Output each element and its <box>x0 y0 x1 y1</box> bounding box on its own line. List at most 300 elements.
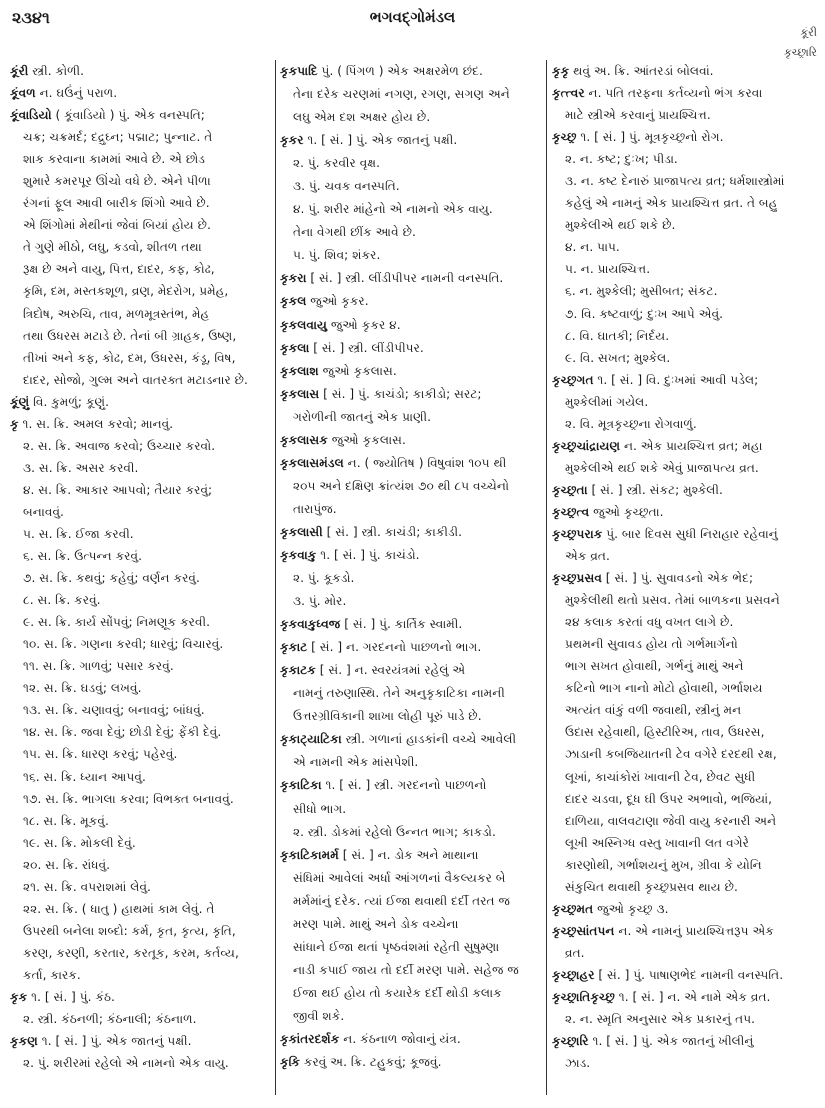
definition-text: પ્રથમની સુવાવડ હોય તો ગર્ભમાર્ગનો <box>565 637 738 652</box>
definition-text: સીધો ભાગ. <box>293 801 347 816</box>
definition-text: એ શિંગોમાં મેથીનાં જેવાં બિયાં હોય છે. <box>23 218 211 233</box>
definition-line <box>280 798 542 821</box>
entry-line <box>280 1051 542 1074</box>
entry-line <box>280 383 542 406</box>
definition-text: ૧. [ સં. ] પું. એક જાતનું પક્ષી. <box>303 133 458 148</box>
definition-text: એ નામની એક માંસપેશી. <box>293 755 419 770</box>
headword: કૃકણ <box>10 1034 38 1049</box>
definition-text: જીવી શકે. <box>293 1008 345 1023</box>
entry-line <box>552 479 820 501</box>
definition-line <box>280 936 542 959</box>
column-2 <box>280 60 542 1074</box>
definition-text: કરવું અ. ક્રિ. ટહુકવું; કૂજવું. <box>299 1055 442 1070</box>
headword: કૃચ્છ્રચાંદ્રાયણ <box>552 438 621 453</box>
definition-text: વિ. કુમળું; કૂણું. <box>29 394 110 409</box>
definition-text: કારણોથી, ગર્ભાશયનું મુખ, ગ્રીવા કે યોનિ <box>565 857 762 872</box>
definition-text: જુઓ કૃકલાસ. <box>318 363 397 378</box>
definition-text: જુઓ કૃકર ૪. <box>326 317 401 332</box>
entry-line <box>10 82 272 104</box>
headword: કૃકલાસક <box>280 432 328 447</box>
definition-line <box>10 633 272 655</box>
definition-line <box>10 258 272 280</box>
definition-text: કહેલું એ નામનું એક પ્રાયશ્ચિત્ત વ્રત. તે બહુ <box>565 196 778 211</box>
definition-line <box>10 766 272 788</box>
definition-line <box>280 106 542 129</box>
entry-line <box>552 567 820 589</box>
definition-text: [ સં. ] સ્ત્રી. લીંડીપીપર. <box>309 340 424 355</box>
headword: કૃ <box>10 416 19 431</box>
definition-line <box>10 898 272 920</box>
headword: કૃચ્છ્રમત <box>552 901 594 916</box>
headword: કૂંવળ <box>10 86 36 101</box>
definition-text: રૂક્ષ છે અને વાયુ, પિત્ત, દાદર, કફ, કોઢ, <box>23 262 215 277</box>
entry-line <box>280 544 542 567</box>
definition-text: [ સં. ] પું. સુવાવડનો એક ભેદ; <box>601 571 754 586</box>
definition-line <box>552 810 820 832</box>
headword: કૃચ્છ્રગત <box>552 372 594 387</box>
definition-text: શુમારે કમરપૂર ઊંચો વધે છે. એને પીળા <box>23 174 211 189</box>
entry-line <box>10 60 272 82</box>
definition-line <box>280 867 542 890</box>
entry-line <box>280 314 542 337</box>
definition-line <box>10 699 272 721</box>
definition-text: જુઓ કૃકર. <box>306 294 369 309</box>
headword: કૃકલ <box>280 294 307 309</box>
definition-text: ૭. સ. ક્રિ. કથવું; કહેવું; વર્ણન કરવું. <box>23 571 200 586</box>
definition-line <box>552 214 820 236</box>
definition-text: ૩. સ. ક્રિ. અસર કરવી. <box>23 460 139 475</box>
definition-text: મરણ પામે. માથું અને ડોક વચ્ચેના <box>293 916 459 931</box>
headword: કૃચ્છ્રતા <box>552 482 588 497</box>
entry-line <box>280 636 542 659</box>
column-1 <box>10 60 272 1074</box>
definition-text: જુઓ કૃચ્છ્ર ૩. <box>593 901 669 916</box>
headword: કૃક <box>10 989 28 1004</box>
entry-line <box>10 391 272 413</box>
definition-line <box>10 920 272 942</box>
entry-line <box>280 360 542 383</box>
definition-line <box>552 854 820 876</box>
definition-text: સાંધાને ઈજા થતાં પૃષ્ઠવંશમાં રહેતી સુષુમ્ણા <box>293 939 500 954</box>
guide-word-first: કૂંરી <box>800 26 817 39</box>
definition-text: માટે સ્ત્રીએ કરવાનું પ્રાયશ્ચિત્ત. <box>565 108 711 123</box>
definition-text: મર્મમાંનું દરેક. ત્યાં ઈજા થવાથી દર્દી તરત જ <box>293 893 510 908</box>
definition-line <box>280 590 542 613</box>
definition-text: [ સં. ] પું. પાષાણભેદ નામની વનસ્પતિ. <box>594 967 784 982</box>
definition-text: ૯. સ. ક્રિ. કાર્ય સોંપવું; નિમણૂક કરવી. <box>23 615 210 630</box>
entry-line <box>280 659 542 682</box>
definition-line <box>552 325 820 347</box>
definition-text: ૭. વિ. કષ્ટવાળું; દુઃખ આપે એવું. <box>565 306 724 321</box>
headword: કૃકાટ્યાટિકા <box>280 732 342 747</box>
definition-line <box>552 236 820 258</box>
definition-text: ૨. પું. કરવીર વૃક્ષ. <box>293 156 381 171</box>
definition-text: જુઓ કૃચ્છ્રતા. <box>589 504 664 519</box>
headword: કૃકવાકુધ્વજ <box>280 617 341 632</box>
entry-line <box>280 452 542 475</box>
headword: કૃકાટક <box>280 663 316 678</box>
definition-text: ઉદાસ રહેવાથી, હિસ્ટીરિઅ, તાવ, ઉધરસ, <box>565 725 765 740</box>
definition-text: ૨. વિ. મૂત્રકૃચ્છ્રના રોગવાળું. <box>565 416 697 431</box>
definition-text: ઝાડાની કબજિયાતની ટેવ વગેરે દરદથી રક્ષ, <box>565 747 777 762</box>
entry-line <box>552 501 820 523</box>
entry-line <box>552 986 820 1008</box>
definition-text: ૨. સ. ક્રિ. અવાજ કરવો; ઉચ્ચાર કરવો. <box>23 438 216 453</box>
definition-text: ૧. [ સં. ] પું. એક જાતનું ખીલીનું <box>588 1034 754 1049</box>
definition-line <box>10 303 272 325</box>
headword: કૃચ્છ્રાહર <box>552 967 595 982</box>
definition-text: ૧. [ સં. ] પું. મૂત્રકૃચ્છ્રનો રોગ. <box>576 130 724 145</box>
headword: કૃકલાસ <box>280 386 320 401</box>
headword: કૂંવાડિયો <box>10 108 52 123</box>
definition-text: ૧૫. સ. ક્રિ. ધારણ કરવું; પહેરવું. <box>23 747 178 762</box>
definition-text: મુશ્કેલીએ થઈ શકે છે. <box>565 218 676 233</box>
definition-text: ૫. સ. ક્રિ. ઈજા કરવી. <box>23 526 134 541</box>
definition-line <box>552 148 820 170</box>
definition-text: પું. બાર દિવસ સુધી નિરાહાર રહેવાનું <box>602 526 778 541</box>
definition-text: ૧. [ સં. ] ન. એ નામે એક વ્રત. <box>614 989 771 1004</box>
definition-line <box>280 913 542 936</box>
definition-line <box>280 244 542 267</box>
definition-text: ૨. ન. સ્મૃતિ અનુસાર એક પ્રકારનું તપ. <box>565 1012 756 1027</box>
definition-line <box>10 280 272 302</box>
headword: કૂંરી <box>10 64 29 78</box>
definition-text: ૮. સ. ક્રિ. કરવું. <box>23 593 101 608</box>
headword: કૃકાંતરદર્શક <box>280 1031 340 1046</box>
definition-text: ૫. પું. શિવ; શંકર. <box>293 248 381 263</box>
definition-text: ૧. સ. ક્રિ. અમલ કરવો; માનવું. <box>18 416 174 431</box>
definition-text: મુશ્કેલીમાં ગયેલ. <box>565 394 649 409</box>
headword: કૃકલા <box>280 340 310 355</box>
definition-line <box>280 682 542 705</box>
definition-text: લઘુ એમ દશ અક્ષર હોય છે. <box>293 110 431 125</box>
definition-line <box>10 325 272 347</box>
definition-line <box>10 567 272 589</box>
entry-line <box>10 986 272 1008</box>
headword: કૃકપાદિ <box>280 64 318 78</box>
definition-text: ૨. પું. શરીરમાં રહેલો એ નામનો એક વાયુ. <box>23 1056 229 1071</box>
definition-line <box>10 148 272 170</box>
entry-line <box>552 920 820 942</box>
definition-text: કૃમિ, દમ, મસ્તકશૂળ, વ્રણ, મેદરોગ, પ્રમેહ, <box>23 284 229 299</box>
entry-line <box>280 129 542 152</box>
definition-line <box>552 303 820 325</box>
page-number: ૨૩૪૧ <box>12 8 50 27</box>
definition-line <box>552 832 820 854</box>
definition-line <box>280 175 542 198</box>
headword: કૃચ્છ્ર <box>552 130 577 145</box>
definition-line <box>552 192 820 214</box>
definition-text: ચક્ર; ચક્રમર્દ; દદ્રુઘ્ન; પદ્માટ; પુન્નાટ. તે <box>23 130 213 145</box>
entry-line <box>280 521 542 544</box>
definition-line <box>10 655 272 677</box>
headword: કૃકરા <box>280 271 307 286</box>
definition-line <box>10 479 272 501</box>
definition-line <box>280 498 542 521</box>
column-3 <box>552 60 820 1074</box>
definition-text: તેના વેગથી છીંક આવે છે. <box>293 225 416 240</box>
definition-text: દાદર ચડવા, દૂધ ઘી ઉપર અભાવો, ભજિયાં, <box>565 791 773 806</box>
definition-text: ૨. પું. કૂકડો. <box>293 571 355 586</box>
headword: કૃકાટિકામર્મ <box>280 847 339 862</box>
entry-line <box>280 1028 542 1051</box>
definition-line <box>552 766 820 788</box>
entry-line <box>280 844 542 867</box>
definition-text: ઈજા થઈ હોય તો કયારેક દર્દી થોડી કલાક <box>293 985 502 1000</box>
definition-text: તથા ઉધરસ મટાડે છે. તેનાં બી ગ્રાહક, ઉષ્ણ, <box>23 328 237 343</box>
definition-line <box>552 655 820 677</box>
definition-line <box>552 413 820 435</box>
definition-text: ૪. ન. પાપ. <box>565 240 620 255</box>
definition-text: ૧૩. સ. ક્રિ. ચણાવવું; બનાવવું; બાંધવું. <box>23 703 205 718</box>
definition-line <box>552 721 820 743</box>
entry-line <box>552 369 820 391</box>
definition-text: [ સં. ] પું. કાચંડો; કાકીડો; સરટ; <box>319 386 482 401</box>
definition-text: [ સં. ] સ્ત્રી. સંકટ; મુશ્કેલી. <box>587 482 723 497</box>
definition-line <box>280 152 542 175</box>
definition-text: સંકુચિત થવાથી કૃચ્છ્રપ્રસવ થાય છે. <box>565 879 738 894</box>
definition-line <box>280 982 542 1005</box>
definition-text: વ્રત. <box>565 945 585 960</box>
definition-text: ગરોળીની જાતનું એક પ્રાણી. <box>293 409 431 424</box>
definition-line <box>552 1008 820 1030</box>
column-divider <box>275 60 276 1095</box>
definition-line <box>280 221 542 244</box>
definition-text: ૧૭. સ. ક્રિ. ભાગલા કરવા; વિભક્ત બનાવવું. <box>23 791 234 806</box>
definition-text: કરણ, કરણી, કરતાર, કરતૂક, કરમ, કર્તવ્ય, <box>23 945 239 960</box>
definition-text: ૧૬. સ. ક્રિ. ધ્યાન આપવું. <box>23 769 146 784</box>
definition-text: કટિનો ભાગ નાનો મોટો હોવાથી, ગર્ભાશય <box>565 681 763 696</box>
headword: કૃકવાકુ <box>280 547 317 562</box>
definition-line <box>280 406 542 429</box>
definition-text: ૧૦. સ. ક્રિ. ગણના કરવી; ધારવું; વિચારવું. <box>23 637 224 652</box>
definition-text: ભાગ સખત હોવાથી, ગર્ભનું માથું અને <box>565 659 744 674</box>
definition-text: ન. એક પ્રાયશ્ચિત્ત વ્રત; મહા <box>620 438 763 453</box>
definition-text: ન. ઘઉંનું પરાળ. <box>35 86 118 101</box>
entry-line <box>552 126 820 148</box>
entry-line <box>552 523 820 545</box>
definition-line <box>10 810 272 832</box>
definition-line <box>10 457 272 479</box>
entry-line <box>552 60 820 82</box>
entry-line <box>280 429 542 452</box>
definition-text: સ્ત્રી. ગળાનાં હાડકાંની વચ્ચે આવેલી <box>341 732 517 747</box>
definition-line <box>10 611 272 633</box>
definition-text: કર્તા, કારક. <box>23 967 81 982</box>
headword: કૃચ્છ્રસાંતપન <box>552 923 615 938</box>
definition-line <box>552 170 820 192</box>
definition-line <box>10 236 272 258</box>
definition-text: ન. એ નામનું પ્રાયશ્ચિત્તરૂપ એક <box>614 923 774 938</box>
definition-line <box>552 589 820 611</box>
definition-text: શાક કરવાના કામમાં આવે છે. એ છોડ <box>23 152 205 167</box>
definition-line <box>10 876 272 898</box>
definition-line <box>10 126 272 148</box>
definition-line <box>10 545 272 567</box>
definition-line <box>10 721 272 743</box>
headword: કૃકલવાયુ <box>280 317 327 332</box>
definition-line <box>552 611 820 633</box>
definition-text: તે ગુણે મીઠો, લઘુ, કડવો, શીતળ તથા <box>23 240 202 255</box>
definition-text: સ્ત્રી. કોળી. <box>28 64 85 78</box>
definition-line <box>280 567 542 590</box>
definition-text: ૨૪ કલાક કરતાં વધુ વખત લાગે છે. <box>565 615 734 630</box>
definition-text: અત્યંત વાંકું વળી જવાથી, સ્ત્રીનું મન <box>565 703 742 718</box>
definition-line <box>280 475 542 498</box>
definition-text: ૬. સ. ક્રિ. ઉત્પન્ન કરવું. <box>23 549 142 564</box>
definition-text: ૧. [ સં. ] પું. કાચંડો. <box>316 547 420 562</box>
definition-line <box>10 214 272 236</box>
definition-line <box>280 959 542 982</box>
entry-line <box>552 435 820 457</box>
definition-line <box>280 821 542 844</box>
definition-text: દાદર, સોજો, ગુલ્મ અને વાતરક્ત મટાડનાર છે. <box>23 372 248 387</box>
definition-text: એક વ્રત. <box>565 549 610 564</box>
definition-text: ન. ( જ્યોતિષ ) વિષુવાંશ ૧૦૫ થી <box>343 455 507 470</box>
definition-line <box>10 347 272 369</box>
definition-line <box>10 501 272 523</box>
headword: કૂંણું <box>10 394 30 409</box>
entry-line <box>280 267 542 290</box>
definition-line <box>552 743 820 765</box>
definition-text: ઝાડ. <box>565 1056 591 1071</box>
definition-text: ૪. પું. શરીર માંહેનો એ નામનો એક વાયુ. <box>293 202 493 217</box>
definition-text: ઉત્તરગ્રીવિકાની શાખા લોહી પૂરું પાડે છે. <box>293 709 482 724</box>
definition-text: ૧. [ સં. ] પું. કંઠ. <box>27 989 115 1004</box>
page-title: ભગવદ્ગોમંડલ <box>369 8 456 26</box>
entry-line <box>280 337 542 360</box>
definition-line <box>10 854 272 876</box>
definition-line <box>280 1005 542 1028</box>
definition-line <box>10 1052 272 1074</box>
definition-line <box>552 1052 820 1074</box>
definition-text: ૧. [ સં. ] સ્ત્રી. ગરદનનો પાછળનો <box>321 778 487 793</box>
entry-line <box>552 1030 820 1052</box>
definition-text: ૬. ન. મુશ્કેલી; મુસીબત; સંકટ. <box>565 284 718 299</box>
definition-text: ઉપરથી બનેલા શબ્દો: કર્મ, કૃત, કૃત્ય, કૃતિ, <box>23 923 236 938</box>
definition-text: પું. ( પિંગળ ) એક અક્ષરમેળ છંદ. <box>317 64 483 78</box>
definition-text: લૂખી અસ્નિગ્ધ વસ્તુ ખાવાની લત વગેરે <box>565 835 749 850</box>
definition-line <box>10 170 272 192</box>
definition-text: ૩. પું. મોર. <box>293 594 347 609</box>
definition-text: ૪. સ. ક્રિ. આકાર આપવો; તૈયાર કરવું; <box>23 482 213 497</box>
guide-word-last: કૃચ્છ્રારિ <box>783 46 817 59</box>
definition-line <box>10 369 272 391</box>
definition-text: ૨. સ્ત્રી. કંઠનળી; કંઠનાલી; કંઠનાળ. <box>23 1012 197 1027</box>
definition-text: તારાપુંજ. <box>293 501 337 516</box>
definition-text: ૮. વિ. ઘાતકી; નિર્દય. <box>565 328 670 343</box>
definition-text: તીખાં અને કફ, કોઢ, દમ, ઉધરસ, કંડૂ, વિષ, <box>23 350 236 365</box>
entry-line <box>552 964 820 986</box>
definition-line <box>10 589 272 611</box>
headword: કૃચ્છ્રાતિકૃચ્છ્ર <box>552 989 615 1004</box>
definition-text: [ સં. ] સ્ત્રી. કાચંડી; કાકીડી. <box>322 524 462 539</box>
entry-line <box>10 104 272 126</box>
definition-line <box>10 1008 272 1030</box>
definition-text: [ સં. ] ન. ગરદનનો પાછળનો ભાગ. <box>307 640 482 655</box>
definition-text: ૩. ન. કષ્ટ દેનારું પ્રાજાપત્ય વ્રત; ધર્મશાસ્ત્રોમાં <box>565 174 785 189</box>
definition-line <box>10 964 272 986</box>
definition-text: નામનું તરુણાસ્થિ. તેને અનુકૃકાટિકા નામની <box>293 686 505 701</box>
definition-line <box>10 192 272 214</box>
definition-text: સંધિમાં આવેલાં અર્ધા આંગળનાં વૈકલ્યકર બે <box>293 870 506 885</box>
definition-text: ૧. [ સં. ] વિ. દુઃખમાં આવી પડેલ; <box>593 372 759 387</box>
entry-line <box>280 728 542 751</box>
definition-line <box>552 258 820 280</box>
definition-text: નાડી કપાઈ જાય તો દર્દી મરણ પામે. સહેજ જ <box>293 962 519 977</box>
definition-line <box>10 677 272 699</box>
headword: કૃકલાશ <box>280 363 319 378</box>
definition-line <box>552 391 820 413</box>
entry-line <box>552 898 820 920</box>
definition-line <box>10 942 272 964</box>
definition-text: ૧૪. સ. ક્રિ. જવા દેવું; છોડી દેવું; ફેંકી દેવું. <box>23 725 222 740</box>
definition-line <box>10 788 272 810</box>
definition-text: [ સં. ] ન. સ્વરયંત્રમાં રહેલું એ <box>315 663 466 678</box>
definition-text: ન. પતિ તરફના કર્તવ્યનો ભંગ કરવા <box>584 86 763 101</box>
definition-line <box>280 198 542 221</box>
headword: કૃચ્છ્રારિ <box>552 1034 589 1049</box>
headword: કૃત્ત્વર <box>552 86 585 101</box>
definition-line <box>552 457 820 479</box>
definition-line <box>552 699 820 721</box>
definition-text: ૨. ન. કષ્ટ; દુઃખ; પીડા. <box>565 152 678 167</box>
entry-line <box>10 1030 272 1052</box>
entry-line <box>280 60 542 83</box>
definition-text: ૫. ન. પ્રાયશ્ચિત્ત. <box>565 262 651 277</box>
headword: કૃચ્છ્રપ્રસવ <box>552 571 602 586</box>
entry-line <box>280 774 542 797</box>
headword: કૃકાટિકા <box>280 778 322 793</box>
definition-text: બનાવવું. <box>23 504 64 519</box>
headword: કૃચ્છ્રપરાક <box>552 526 603 541</box>
headword: કૃકલાસમંડલ <box>280 455 344 470</box>
definition-line <box>552 788 820 810</box>
entry-line <box>280 290 542 313</box>
definition-text: [ સં. ] ન. ડોક અને માથાના <box>338 847 479 862</box>
definition-line <box>552 942 820 964</box>
definition-text: [ સં. ] સ્ત્રી. લીંડીપીપર નામની વનસ્પતિ. <box>306 271 504 286</box>
definition-text: ૧. [ સં. ] પું. એક જાતનું પક્ષી. <box>37 1034 192 1049</box>
headword: કૃકર <box>280 133 304 148</box>
definition-text: ૧૯. સ. ક્રિ. મોકલી દેવું. <box>23 835 136 850</box>
definition-line <box>552 280 820 302</box>
definition-line <box>10 435 272 457</box>
definition-text: ન. કંઠનાળ જોવાનું યંત્ર. <box>339 1031 461 1046</box>
definition-line <box>280 890 542 913</box>
definition-line <box>280 705 542 728</box>
headword: કૃકૃ <box>552 64 570 78</box>
column-divider <box>546 60 547 1095</box>
definition-text: ( કૂંવાડિયો ) પું. એક વનસ્પતિ; <box>51 108 205 123</box>
definition-text: ૨૧. સ. ક્રિ. વપરાશમાં લેવું. <box>23 879 151 894</box>
definition-text: [ સં. ] પું. કાર્તિક સ્વામી. <box>340 617 463 632</box>
definition-text: જુઓ કૃકલાસ. <box>327 432 406 447</box>
entry-line <box>552 82 820 104</box>
headword: કૃકિ <box>280 1055 300 1070</box>
definition-line <box>552 104 820 126</box>
definition-text: ૯. વિ. સખત; મુશ્કેલ. <box>565 350 671 365</box>
definition-line <box>10 832 272 854</box>
definition-text: મુશ્કેલીએ થઈ શકે એવું પ્રાજાપત્ય વ્રત. <box>565 460 759 475</box>
definition-text: રંગનાં ફૂલ આવી બારીક શિંગો આવે છે. <box>23 196 210 211</box>
headword: કૃચ્છ્રત્વ <box>552 504 590 519</box>
definition-text: મુશ્કેલીથી થતો પ્રસવ. તેમાં બાળકના પ્રસવને <box>565 593 780 608</box>
definition-text: લૂખાં, કાચાંકોરાં ખાવાની ટેવ, છેવટ સુધી <box>565 769 756 784</box>
definition-text: તેના દરેક ચરણમાં નગણ, રગણ, સગણ અને <box>293 87 510 102</box>
definition-line <box>552 545 820 567</box>
entry-line <box>280 613 542 636</box>
